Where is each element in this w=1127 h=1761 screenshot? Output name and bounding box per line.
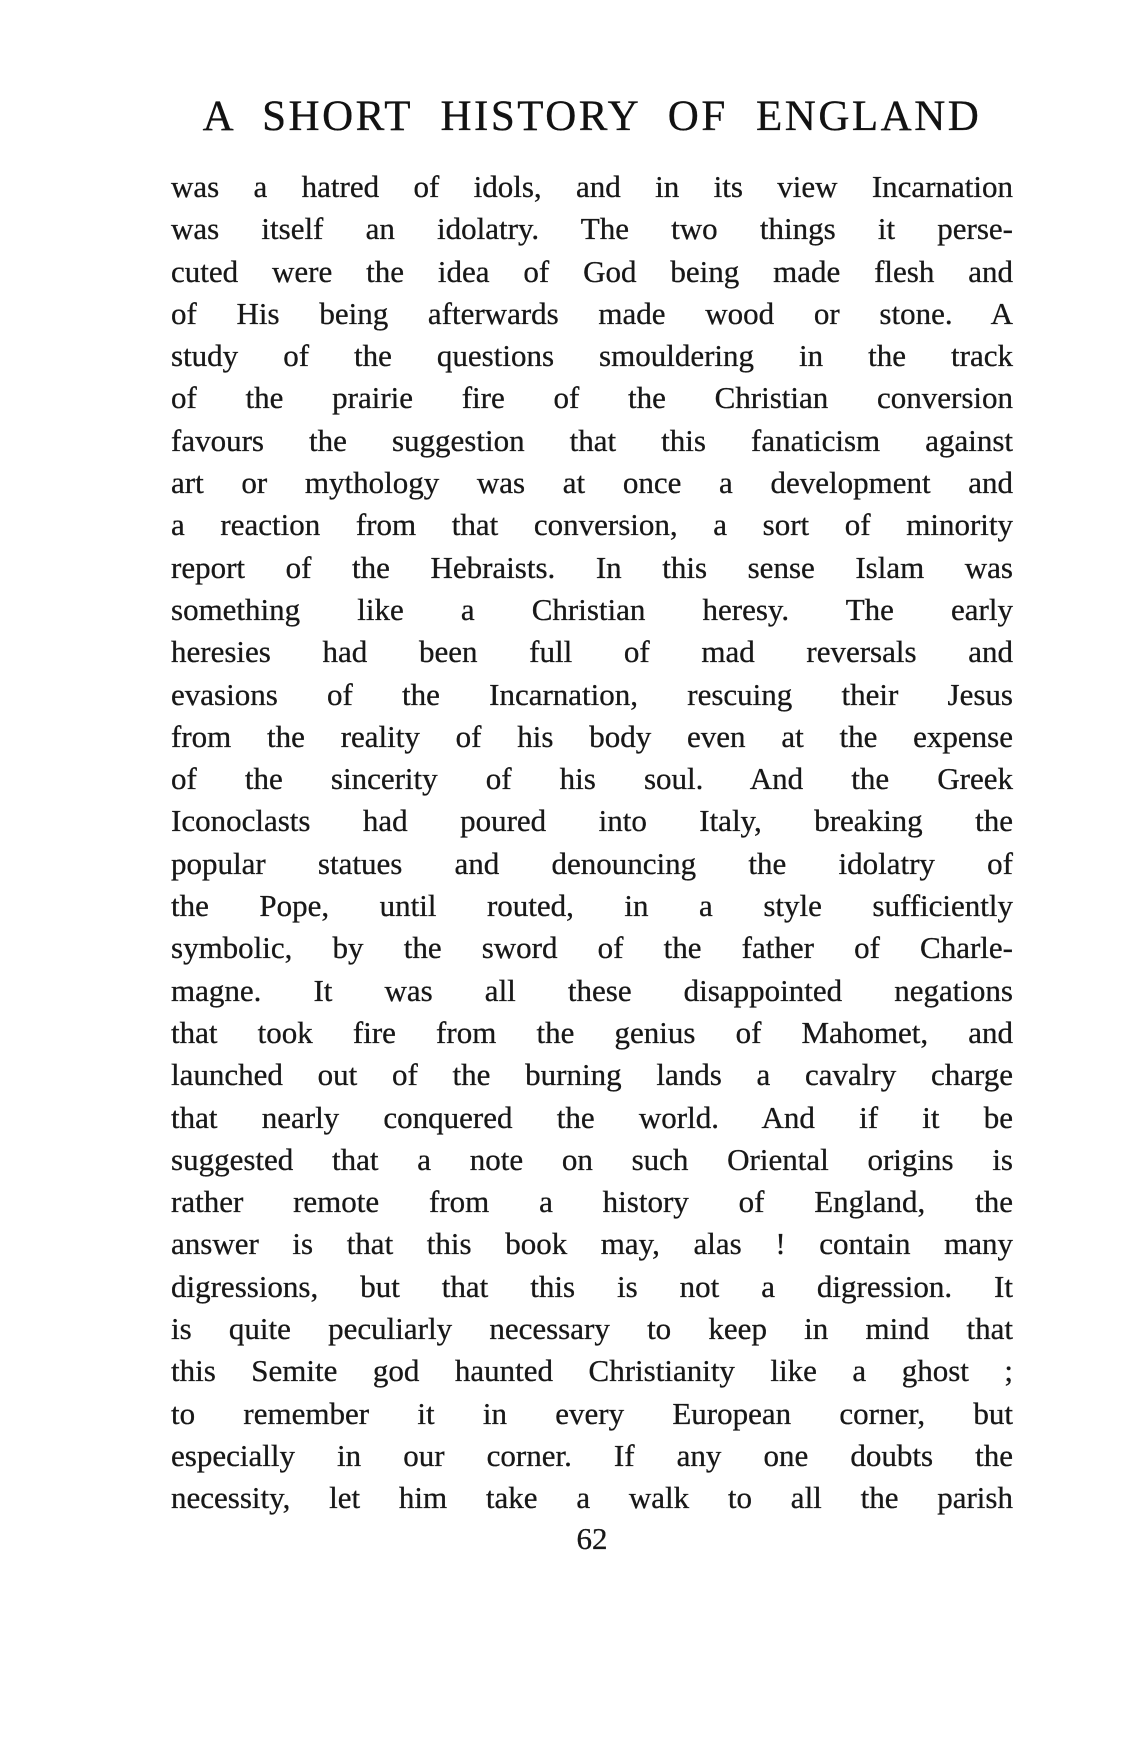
text-line: that nearly conquered the world. And if it be xyxy=(171,1099,1013,1135)
text-line: this Semite god haunted Christianity like a ghost ; xyxy=(171,1353,1013,1389)
text-line: of the prairie fire of the Christian conversion xyxy=(171,380,1013,416)
text-line: suggested that a note on such Oriental origins is xyxy=(171,1141,1013,1177)
text-line: something like a Christian heresy. The early xyxy=(171,591,1013,627)
text-line: favours the suggestion that this fanaticism against xyxy=(171,422,1013,458)
text-line: magne. It was all these disappointed negations xyxy=(171,972,1013,1008)
text-line: digressions, but that this is not a digression. It xyxy=(171,1268,1013,1304)
text-line: symbolic, by the sword of the father of Charle- xyxy=(171,930,1013,966)
text-line: answer is that this book may, alas ! contain many xyxy=(171,1226,1013,1262)
text-line: rather remote from a history of England, the xyxy=(171,1184,1013,1220)
text-line: launched out of the burning lands a cavalry charge xyxy=(171,1057,1013,1093)
text-line: necessity, let him take a walk to all the parish xyxy=(171,1480,1013,1516)
text-line: study of the questions smouldering in the track xyxy=(171,338,1013,374)
page-number: 62 xyxy=(576,1521,608,1556)
text-line: of the sincerity of his soul. And the Greek xyxy=(171,761,1013,797)
text-line: art or mythology was at once a development and xyxy=(171,465,1013,501)
text-line: of His being afterwards made wood or stone. A xyxy=(171,295,1013,331)
text-line: was a hatred of idols, and in its view Incarnation xyxy=(171,169,1013,204)
text-line: to remember it in every European corner, but xyxy=(171,1395,1013,1431)
text-line: from the reality of his body even at the expense xyxy=(171,718,1013,754)
text-line: popular statues and denouncing the idolatry of xyxy=(171,845,1013,881)
text-line: that took fire from the genius of Mahomet, and xyxy=(171,1014,1013,1050)
text-line: report of the Hebraists. In this sense Islam was xyxy=(171,549,1013,585)
text-line: Iconoclasts had poured into Italy, breaking the xyxy=(171,803,1013,839)
text-line: heresies had been full of mad reversals and xyxy=(171,634,1013,670)
text-line: the Pope, until routed, in a style sufficiently xyxy=(171,888,1013,924)
text-line: a reaction from that conversion, a sort of minority xyxy=(171,507,1013,543)
body-text xyxy=(171,166,1013,1520)
text-line: is quite peculiarly necessary to keep in mind that xyxy=(171,1311,1013,1347)
running-header: A SHORT HISTORY OF ENGLAND xyxy=(202,93,982,140)
text-line: evasions of the Incarnation, rescuing their Jesus xyxy=(171,676,1013,712)
text-line: was itself an idolatry. The two things it perse- xyxy=(171,211,1013,247)
text-line: especially in our corner. If any one doubts the xyxy=(171,1437,1013,1473)
text-line: cuted were the idea of God being made flesh and xyxy=(171,253,1013,289)
